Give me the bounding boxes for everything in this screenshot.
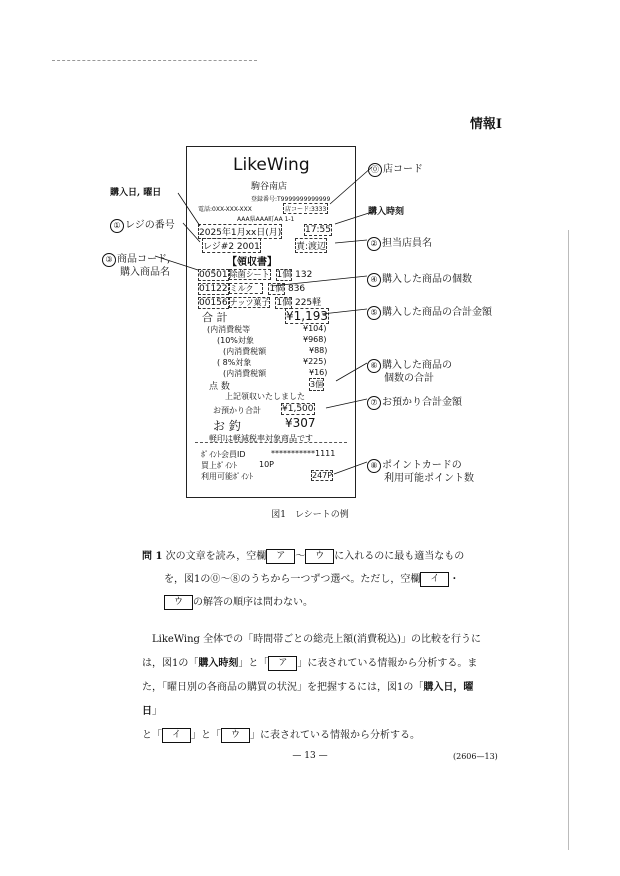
- points-earned-label: 買上ﾎﾟｲﾝﾄ: [201, 461, 237, 470]
- points-available-label: 利用可能ﾎﾟｲﾝﾄ: [201, 472, 253, 481]
- text: は，図1の「: [142, 658, 199, 669]
- text: 」と「: [238, 658, 269, 669]
- annotation-register-no: [110, 216, 175, 233]
- question-line-3: [142, 591, 482, 614]
- number-4-icon: ④: [367, 273, 381, 287]
- phone: 電話:0XX-XXX-XXX: [198, 206, 252, 213]
- text: た，「曜日別の各商品の購買の状況」を把握するには，図1の「: [142, 682, 424, 693]
- receipt-title: 【領収書】: [227, 257, 277, 268]
- leader-line: [326, 399, 367, 408]
- annotation-text: レジの番号: [125, 220, 175, 231]
- reduced-tax-note: 軽印は軽減税率対象商品です: [209, 434, 313, 443]
- annotation-text: 商品コード,: [117, 254, 171, 265]
- tax-label: (内消費税等: [207, 325, 251, 334]
- store-code: 店コード:3333: [283, 203, 328, 214]
- item-qty: 1個: [269, 284, 285, 294]
- item-code: 01122: [199, 284, 228, 294]
- annotation-product-name: 購入商品名: [120, 267, 170, 278]
- annotation-clerk: [367, 234, 432, 251]
- branch-name: 駒谷南店: [251, 182, 288, 192]
- tax-label: (内消費税額: [223, 369, 267, 378]
- total-label: 合 計: [202, 311, 228, 324]
- figure-caption: 図1 レシートの例: [271, 510, 349, 520]
- annotation-text: 購入した商品の個数: [382, 274, 472, 285]
- purchase-date: 2025年1月xx日(月): [198, 224, 282, 239]
- clerk-name: 責:渡辺: [295, 238, 327, 253]
- item-price: 225軽: [294, 298, 322, 308]
- annotation-point-card-2: 利用可能ポイント数: [384, 473, 474, 484]
- tax-label: (内消費税額: [223, 347, 267, 356]
- question-text: の解答の順序は問わない。: [193, 597, 314, 608]
- points-earned: 10P: [259, 460, 275, 469]
- leader-line: [183, 223, 200, 242]
- leader-line: [330, 167, 372, 204]
- item-name: 除菌シート: [229, 270, 270, 279]
- paragraph-line: [142, 652, 482, 676]
- paragraph: [142, 628, 482, 748]
- number-6-icon: ⑥: [367, 359, 381, 373]
- leader-line: [336, 363, 367, 381]
- change-label: お 釣: [213, 419, 241, 433]
- annotation-purchase-time: 購入時刻: [368, 207, 405, 217]
- tax-value: ¥88): [309, 346, 328, 355]
- text: 」に表されている情報から分析する。: [250, 730, 421, 741]
- annotation-deposit: [367, 393, 462, 410]
- count-value: 3個: [310, 380, 324, 389]
- question-line-2: [142, 568, 482, 591]
- item-code: 00501: [199, 270, 228, 280]
- tax-value: ¥968): [303, 335, 327, 344]
- annotation-text: お預かり合計金額: [382, 397, 462, 408]
- paragraph-line: LikeWing 全体での「時間帯ごとの総売上額(消費税込)」の比較を行うに: [152, 634, 481, 645]
- annotation-text: 店コード: [383, 164, 423, 175]
- tax-label: ( 8%対象: [217, 358, 252, 367]
- deposit-value: ¥1,500: [282, 404, 314, 414]
- item-name: ミルク: [229, 283, 264, 294]
- blank-u-2: ウ: [164, 595, 193, 610]
- annotation-text: 購入した商品の: [382, 360, 452, 371]
- annotation-text: ポイントカードの: [382, 460, 462, 471]
- tax-label: (10%対象: [217, 336, 254, 345]
- number-0-icon: ⓪: [368, 163, 382, 177]
- leader-line: [178, 193, 200, 226]
- address: AAA県AAA町AA 1-1: [237, 216, 295, 223]
- tax-value: ¥16): [309, 368, 328, 377]
- dot: ・: [449, 574, 460, 585]
- leader-line: [322, 309, 367, 314]
- bold-text: 購入時刻: [198, 658, 239, 669]
- item-price: 836: [287, 284, 306, 294]
- leader-line: [335, 212, 372, 224]
- annotation-purchase-date: 購入日, 曜日: [110, 188, 162, 198]
- section-title: 情報Ⅰ: [469, 117, 502, 132]
- page-code: (2606—13): [453, 752, 498, 761]
- text: 」: [152, 706, 162, 717]
- blank-u-3: ウ: [221, 728, 250, 743]
- bold-text: 購入日，曜日: [142, 682, 474, 717]
- blank-i: イ: [420, 572, 449, 587]
- question-text: に入れるのに最も適当なもの: [334, 551, 465, 562]
- member-label: ﾎﾟｲﾝﾄ会員ID: [201, 450, 246, 459]
- annotation-item-total: [367, 303, 492, 320]
- text: と「: [142, 730, 162, 741]
- paragraph-line: [142, 724, 482, 748]
- number-8-icon: ⑧: [367, 459, 381, 473]
- blank-a-2: ア: [268, 656, 297, 671]
- points-available: 247P: [312, 471, 333, 480]
- purchase-time: 17:55: [305, 225, 331, 235]
- registration-number: 登録番号:T9999999999999: [251, 196, 331, 203]
- annotation-store-code: [368, 160, 423, 177]
- item-price: 132: [295, 270, 313, 280]
- question-text: 次の文章を読み，空欄: [165, 551, 267, 562]
- register-number: レジ#2 2001: [202, 238, 261, 253]
- blank-a: ア: [266, 549, 295, 564]
- member-id: ***********1111: [271, 449, 336, 458]
- paragraph-line: [142, 676, 482, 724]
- question-label: 問 1: [142, 551, 163, 562]
- item-qty: 1個: [276, 298, 292, 308]
- blank-u: ウ: [305, 549, 334, 564]
- tilde: 〜: [295, 551, 306, 562]
- count-label: 点 数: [209, 382, 230, 392]
- question-text: を，図1の⓪〜⑧のうちから一つずつ選べ。ただし，空欄: [164, 574, 421, 585]
- item-qty: 1個: [276, 270, 292, 280]
- item-code: 00156: [199, 298, 228, 308]
- leader-line: [334, 462, 367, 474]
- question-line-1: [142, 545, 482, 568]
- item-name: ナッツ菓子: [229, 298, 270, 307]
- annotation-text: 購入した商品の合計金額: [382, 307, 492, 318]
- text: 」と「: [191, 730, 222, 741]
- number-3-icon: ③: [102, 253, 116, 267]
- received-text: 上記領収いたしました: [225, 392, 305, 401]
- annotation-text: 担当店員名: [382, 238, 432, 249]
- annotation-item-count-2: 個数の合計: [384, 373, 434, 384]
- number-7-icon: ⑦: [367, 396, 381, 410]
- store-name: LikeWing: [233, 155, 310, 175]
- leader-line: [272, 276, 367, 286]
- page-number: — 13 —: [292, 751, 328, 761]
- question: [142, 545, 482, 614]
- tax-value: ¥225): [303, 357, 327, 366]
- change-value: ¥307: [285, 416, 316, 430]
- deposit-label: お預かり合計: [213, 406, 261, 415]
- number-2-icon: ②: [367, 237, 381, 251]
- leader-line: [335, 240, 367, 243]
- tax-value: ¥104): [303, 324, 327, 333]
- number-5-icon: ⑤: [367, 306, 381, 320]
- number-1-icon: ①: [110, 219, 124, 233]
- annotation-item-qty: [367, 270, 472, 287]
- total-value: ¥1,193: [286, 309, 328, 323]
- blank-i-2: イ: [162, 728, 191, 743]
- text: 」に表されている情報から分析する。ま: [297, 658, 478, 669]
